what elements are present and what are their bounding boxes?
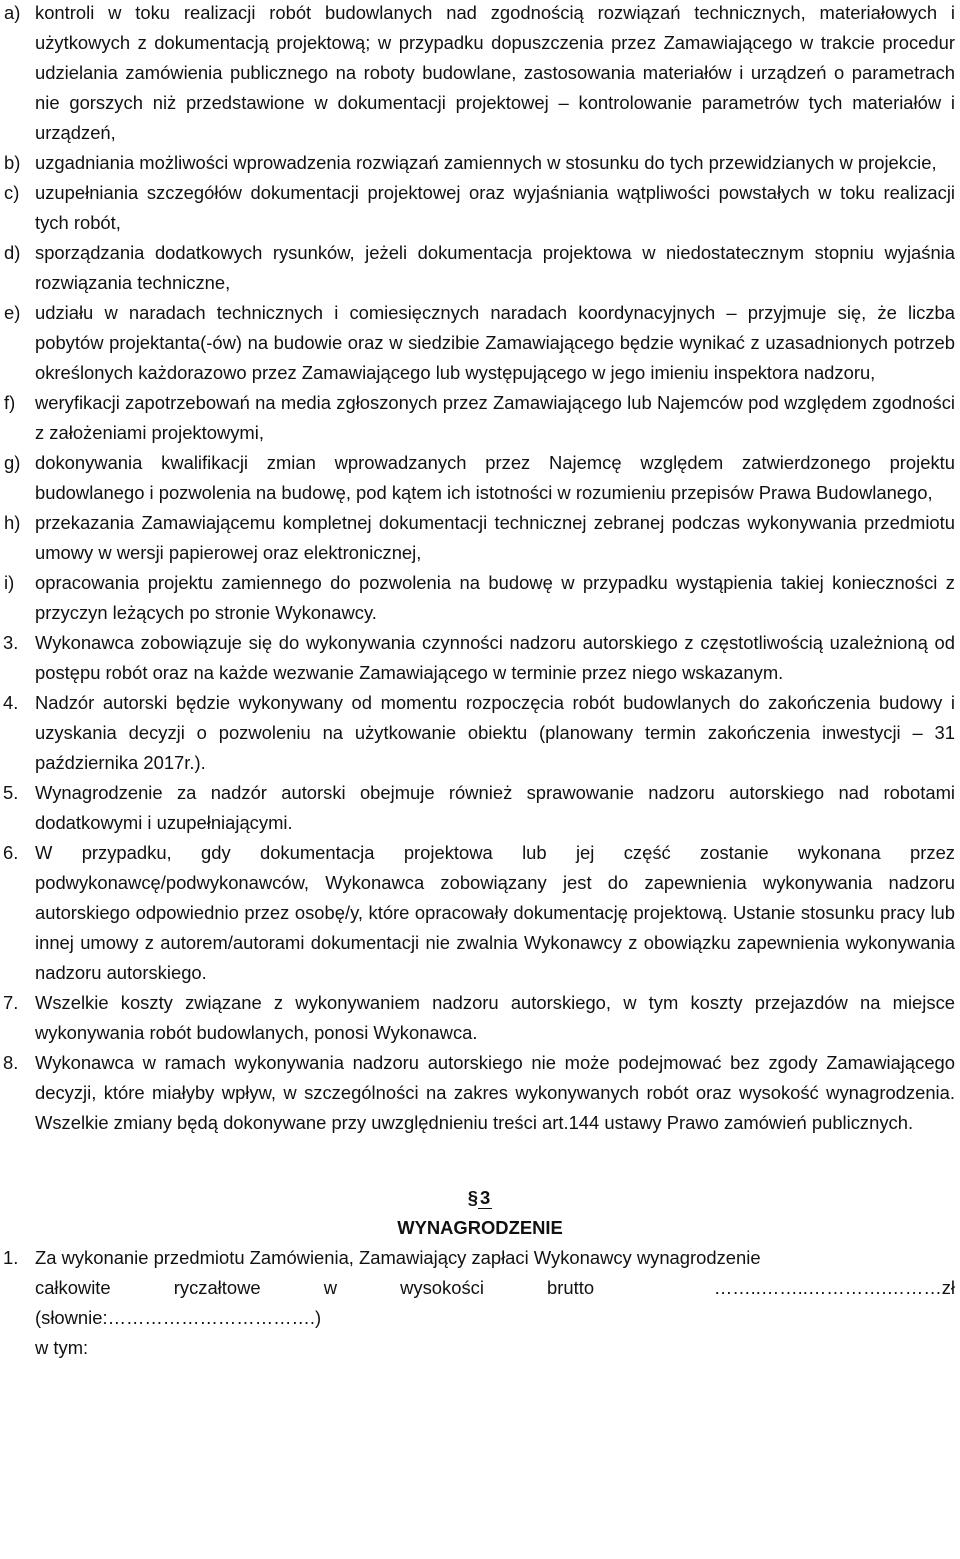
list-item-marker: 6. — [3, 842, 19, 863]
sub-item-marker: a) — [4, 2, 21, 23]
sub-item-text: uzupełniania szczegółów dokumentacji projektowej oraz wyjaśniania wątpliwości powstałych w toku realizacji tych robót, — [35, 182, 955, 233]
list-item-text: W przypadku, gdy dokumentacja projektowa lub jej część zostanie wykonana przez podwykonawcę/podwykonawców, Wykonawca zobowiązany jest do zapewnienia wykonywania nadzoru autorskiego odpowiednio przez osobę/y, które opracowały dokumentację projektową. Ustanie stosunku pracy lub innej umowy z autorem/autorami dokumentacji nie zwalnia Wykonawcy z obowiązku zapewnienia wykonywania nadzoru autorskiego. — [35, 842, 955, 983]
list-item-4 — [3, 688, 955, 778]
section-title: WYNAGRODZENIE — [397, 1217, 563, 1238]
list-item-marker: 5. — [3, 782, 19, 803]
amount-blank: ……..……..………….………zł — [713, 1277, 955, 1298]
section-number: § 3 — [467, 1187, 491, 1208]
list-item-marker: 1. — [3, 1247, 19, 1268]
sub-item-marker: b) — [4, 152, 21, 173]
sub-item-f — [4, 388, 955, 448]
sub-item-text: dokonywania kwalifikacji zmian wprowadzanych przez Najemcę względem zatwierdzonego projektu budowlanego i pozwolenia na budowę, pod kątem ich istotności w rozumieniu przepisów Prawa Budowlanego, — [35, 452, 955, 503]
sub-item-d — [4, 238, 955, 298]
list-item-text: Wszelkie koszty związane z wykonywaniem nadzoru autorskiego, w tym koszty przejazdów na miejsce wykonywania robót budowlanych, ponosi Wykonawca. — [35, 992, 955, 1043]
sub-item-b — [4, 148, 955, 178]
sub-item-text: udziału w naradach technicznych i comiesięcznych naradach koordynacyjnych – przyjmuje się, że liczba pobytów projektanta(-ów) na budowie oraz w siedzibie Zamawiającego będzie wynikać z uzasadnionych potrzeb określonych każdorazowo przez Zamawiającego lub występującego w jego imieniu inspektora nadzoru, — [35, 302, 955, 383]
sub-item-text: weryfikacji zapotrzebowań na media zgłoszonych przez Zamawiającego lub Najemców pod względem zgodności z założeniami projektowymi, — [35, 392, 955, 443]
sub-item-g — [4, 448, 955, 508]
list-item-5 — [3, 778, 955, 838]
list-item-6 — [3, 838, 955, 988]
list-item-text: Wynagrodzenie za nadzór autorski obejmuje również sprawowanie nadzoru autorskiego nad robotami dodatkowymi i uzupełniającymi. — [35, 782, 955, 833]
wynagrodzenie-item-1 — [3, 1243, 955, 1363]
line-3: (słownie:…………………………….) — [35, 1307, 322, 1328]
sub-item-i — [4, 568, 955, 628]
line-4: w tym: — [35, 1337, 89, 1358]
sub-item-h — [4, 508, 955, 568]
sub-item-text: opracowania projektu zamiennego do pozwolenia na budowę w przypadku wystąpienia takiej konieczności z przyczyn leżących po stronie Wykonawcy. — [35, 572, 955, 623]
sub-item-marker: f) — [4, 392, 16, 413]
list-item-text: Wykonawca zobowiązuje się do wykonywania czynności nadzoru autorskiego z częstotliwością uzależnioną od postępu robót oraz na każde wezwanie Zamawiającego w terminie przez niego wskazanym. — [35, 632, 955, 683]
sub-item-text: uzgadniania możliwości wprowadzenia rozwiązań zamiennych w stosunku do tych przewidzianych w projekcie, — [35, 152, 937, 173]
sub-item-e — [4, 298, 955, 388]
sub-item-marker: g) — [4, 452, 21, 473]
list-item-3 — [3, 628, 955, 688]
list-item-text: Wykonawca w ramach wykonywania nadzoru autorskiego nie może podejmować bez zgody Zamawiającego decyzji, które miałyby wpływ, w szczególności na zakres wykonywanych robót oraz wysokość wynagrodzenia. Wszelkie zmiany będą dokonywane przy uwzględnieniu treści art.144 ustawy Prawo zamówień publicznych. — [35, 1052, 955, 1133]
sub-item-marker: c) — [4, 182, 20, 203]
section-number-value: 3 — [480, 1187, 491, 1208]
list-item-text: Nadzór autorski będzie wykonywany od momentu rozpoczęcia robót budowlanych do zakończenia budowy i uzyskania decyzji o pozwoleniu na użytkowanie obiektu (planowany termin zakończenia inwestycji – 31 października 2017r.). — [35, 692, 955, 773]
sub-item-text: przekazania Zamawiającemu kompletnej dokumentacji technicznej zebranej podczas wykonywania przedmiotu umowy w wersji papierowej oraz elektronicznej, — [35, 512, 955, 563]
sub-item-marker: i) — [4, 572, 15, 593]
sub-item-marker: h) — [4, 512, 21, 533]
sub-item-a — [4, 0, 955, 148]
list-item-7 — [3, 988, 955, 1048]
list-item-8 — [3, 1048, 955, 1138]
list-item-marker: 4. — [3, 692, 19, 713]
sub-item-c — [4, 178, 955, 238]
sub-item-text: sporządzania dodatkowych rysunków, jeżeli dokumentacja projektowa w niedostatecznym stopniu wyjaśnia rozwiązania techniczne, — [35, 242, 955, 293]
amount-label: całkowite ryczałtowe w wysokości brutto — [35, 1277, 595, 1298]
list-item-marker: 3. — [3, 632, 19, 653]
sub-item-text: kontroli w toku realizacji robót budowlanych nad zgodnością rozwiązań technicznych, materiałowych i użytkowych z dokumentacją projektową; w przypadku dopuszczenia przez Zamawiającego w trakcie procedur udzielania zamówienia publicznego na roboty budowlane, zastosowania materiałów i urządzeń o parametrach nie gorszych niż przedstawione w dokumentacji projektowej – kontrolowanie parametrów tych materiałów i urządzeń, — [35, 2, 955, 143]
line-2 — [35, 1273, 955, 1303]
list-item-marker: 8. — [3, 1052, 19, 1073]
list-item-marker: 7. — [3, 992, 19, 1013]
sub-item-marker: d) — [4, 242, 21, 263]
line-1: Za wykonanie przedmiotu Zamówienia, Zamawiający zapłaci Wykonawcy wynagrodzenie — [35, 1247, 761, 1268]
sub-item-marker: e) — [4, 302, 21, 323]
list-item-body — [35, 1243, 955, 1363]
